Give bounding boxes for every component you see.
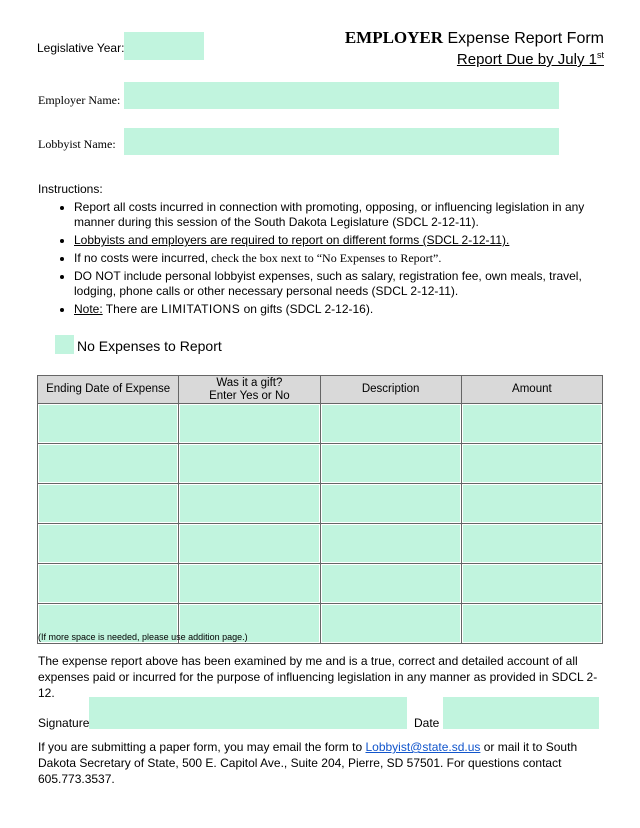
employer-name-label: Employer Name: [38, 93, 121, 107]
amount-input[interactable] [463, 525, 601, 562]
table-cell [320, 604, 461, 644]
signature-label: Signature [38, 716, 90, 730]
table-cell [320, 404, 461, 444]
instruction-item [74, 269, 614, 299]
table-cell [38, 404, 179, 444]
instruction-text-serif: check the box next to “No Expenses to Report”. [208, 251, 442, 265]
description-input[interactable] [322, 605, 460, 642]
instruction-text: If no costs were incurred, [74, 251, 209, 265]
due-suffix: st [596, 50, 604, 60]
date-input[interactable] [39, 485, 177, 522]
due-text: Report Due by July 1 [456, 51, 597, 68]
header-description: Description [320, 376, 461, 404]
date-input[interactable] [39, 525, 177, 562]
gift-input[interactable] [180, 485, 318, 522]
description-input[interactable] [322, 485, 460, 522]
table-cell [461, 444, 602, 484]
description-input[interactable] [322, 405, 460, 442]
header-amount: Amount [461, 376, 602, 404]
amount-input[interactable] [463, 605, 601, 642]
legislative-year-label: Legislative Year: [37, 41, 125, 55]
table-cell [320, 564, 461, 604]
table-cell [320, 484, 461, 524]
instructions-list [44, 200, 614, 320]
amount-input[interactable] [463, 565, 601, 602]
expense-table [37, 375, 603, 644]
table-cell [179, 444, 320, 484]
table-cell [461, 564, 602, 604]
description-input[interactable] [322, 445, 460, 482]
instruction-item [74, 251, 614, 266]
table-cell [461, 404, 602, 444]
instruction-item [74, 200, 614, 230]
table-cell [461, 484, 602, 524]
table-cell [320, 444, 461, 484]
gift-input[interactable] [180, 525, 318, 562]
submission-instructions [38, 739, 618, 787]
table-cell [179, 484, 320, 524]
description-input[interactable] [322, 525, 460, 562]
limitations-text: LIMITATIONS [161, 302, 241, 316]
instruction-item [74, 233, 614, 248]
description-input[interactable] [322, 565, 460, 602]
date-label: Date [414, 716, 440, 730]
lobbyist-name-input[interactable] [124, 128, 559, 155]
amount-input[interactable] [463, 445, 601, 482]
instruction-text: Report all costs incurred in connection with promoting, opposing, or influencing legislation in any manner during this session of the South Dakota Legislature (SDCL 2-12-11). [74, 200, 585, 229]
attestation-text: The expense report above has been examined by me and is a true, correct and detailed account of all expenses paid or incurred for the purpose of influencing legislation in any manner as provided in SDCL 2-12. [38, 654, 598, 700]
table-cell [320, 524, 461, 564]
instruction-text: There are [102, 302, 162, 316]
table-cell [179, 524, 320, 564]
table-row [38, 484, 603, 524]
gift-input[interactable] [180, 445, 318, 482]
no-expenses-checkbox[interactable] [55, 335, 74, 354]
instruction-text: DO NOT include personal lobbyist expenses, such as salary, registration fee, own meals, travel, lodging, phone calls or other necessary personal needs (SDCL 2-12-11). [74, 269, 582, 298]
signature-field[interactable] [89, 697, 407, 729]
date-input[interactable] [39, 565, 177, 602]
instruction-item [74, 302, 614, 317]
form-title [345, 28, 604, 48]
instruction-text: on gifts (SDCL 2-12-16). [240, 302, 374, 316]
table-cell [461, 604, 602, 644]
header-gift-line1: Was it a gift? [216, 376, 283, 389]
footer-text-pre: If you are submitting a paper form, you may email the form to [38, 740, 366, 754]
header-ending-date: Ending Date of Expense [38, 376, 179, 404]
table-row [38, 444, 603, 484]
gift-input[interactable] [180, 565, 318, 602]
legislative-year-input[interactable] [124, 32, 204, 60]
table-row [38, 524, 603, 564]
table-cell [38, 444, 179, 484]
amount-input[interactable] [463, 405, 601, 442]
table-cell [38, 484, 179, 524]
amount-input[interactable] [463, 485, 601, 522]
table-cell [461, 524, 602, 564]
table-cell [38, 524, 179, 564]
footer-text-post: or mail it to South Dakota Secretary of State, 500 E. Capitol Ave., Suite 204, Pierre, SD 57501. For questions contact 605.773.3537. [38, 740, 578, 786]
no-expenses-label: No Expenses to Report [77, 338, 222, 354]
title-bold: EMPLOYER [344, 28, 444, 47]
instruction-text: Lobbyists and employers are required to report on different forms (SDCL 2-12-11). [74, 233, 510, 247]
date-input[interactable] [39, 445, 177, 482]
date-input[interactable] [39, 405, 177, 442]
table-header-row [38, 376, 603, 404]
table-row [38, 404, 603, 444]
note-label: Note: [74, 302, 103, 316]
space-note: (If more space is needed, please use addition page.) [38, 632, 248, 642]
due-date [457, 50, 604, 68]
header-gift [179, 376, 320, 404]
title-rest: Expense Report Form [443, 30, 604, 47]
table-cell [38, 564, 179, 604]
table-row [38, 564, 603, 604]
employer-name-input[interactable] [124, 82, 559, 109]
gift-input[interactable] [180, 405, 318, 442]
email-link[interactable]: Lobbyist@state.sd.us [365, 740, 481, 754]
date-field[interactable] [443, 697, 599, 729]
instructions-heading: Instructions: [38, 182, 103, 196]
table-cell [179, 564, 320, 604]
lobbyist-name-label: Lobbyist Name: [38, 137, 116, 151]
table-cell [179, 404, 320, 444]
header-gift-line2: Enter Yes or No [209, 389, 290, 402]
